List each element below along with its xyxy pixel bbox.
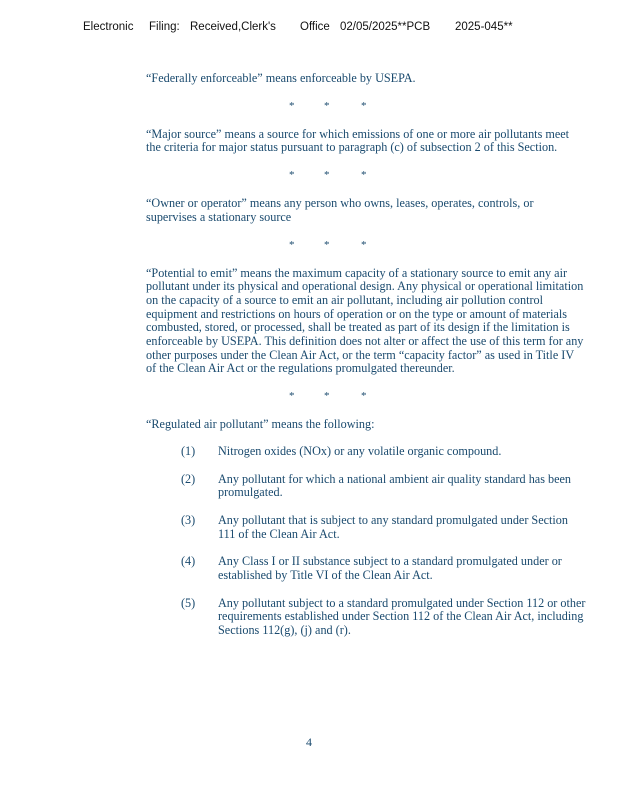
separator-star: *	[361, 169, 367, 182]
list-item	[146, 445, 586, 459]
header-electronic: Electronic	[83, 21, 134, 33]
list-item-number: (5)	[181, 595, 196, 610]
list-item-number: (2)	[181, 471, 196, 486]
separator-star: *	[361, 238, 367, 251]
separator-star: *	[361, 390, 367, 403]
section-separator	[146, 390, 586, 404]
definition-regulated-air-pollutant: “Regulated air pollutant” means the following:	[146, 417, 375, 432]
separator-star: *	[289, 390, 295, 403]
section-separator	[146, 169, 586, 183]
list-item-number: (4)	[181, 554, 196, 569]
list-item-text: Nitrogen oxides (NOx) or any volatile organic compound.	[218, 443, 502, 458]
header-date: 02/05/2025**PCB	[340, 21, 431, 33]
list-item	[146, 473, 586, 500]
list-item	[146, 514, 586, 541]
list-item-text: Any pollutant that is subject to any standard promulgated under Section 111 of the Clean Air Act.	[218, 512, 568, 541]
list-item-number: (3)	[181, 512, 196, 527]
section-separator	[146, 239, 586, 253]
separator-star: *	[324, 169, 330, 182]
list-item-text: Any Class I or II substance subject to a standard promulgated under or established by Title VI of the Clean Air Act.	[218, 554, 562, 583]
definition-owner-operator: “Owner or operator” means any person who owns, leases, operates, controls, or supervises a stationary source	[146, 196, 534, 224]
header-filing: Filing:	[149, 21, 180, 33]
definition-major-source: “Major source” means a source for which emissions of one or more air pollutants meet the criteria for major status pursuant to paragraph (c) of subsection 2 of this Section.	[146, 126, 570, 155]
separator-star: *	[289, 99, 295, 112]
separator-star: *	[361, 99, 367, 112]
definition-federally-enforceable: “Federally enforceable” means enforceable by USEPA.	[146, 71, 416, 85]
separator-star: *	[324, 238, 330, 251]
section-separator	[146, 100, 586, 114]
header-received: Received,Clerk's	[190, 21, 276, 33]
list-item-number: (1)	[181, 443, 196, 458]
definition-potential-to-emit: “Potential to emit” means the maximum capacity of a stationary source to emit any air pollutant under its physical and operational design. Any physical or operational limitation on the capacity of a source to emit an air pollutant, including air pollution control equipment and restrictions on hours of operation or on the type or amount of materials combusted, stored, or processed, shall be treated as part of its design if the limitation is enforceable by USEPA. This definition does not alter or affect the use of this term for any other purposes under the Clean Air Act, or the term “capacity factor” as used in Title IV of the Clean Air Act or the regulations promulgated thereunder.	[146, 265, 584, 376]
separator-star: *	[324, 99, 330, 112]
separator-star: *	[289, 169, 295, 182]
list-item	[146, 597, 586, 638]
list-item-text: Any pollutant subject to a standard promulgated under Section 112 or other requirements established under Section 112 of the Clean Air Act, including Sections 112(g), (j) and (r).	[218, 595, 586, 638]
header-case: 2025-045**	[455, 21, 513, 33]
separator-star: *	[289, 238, 295, 251]
header-office: Office	[300, 21, 330, 33]
document-body	[146, 72, 586, 652]
separator-star: *	[324, 390, 330, 403]
list-item-text: Any pollutant for which a national ambient air quality standard has been promulgated.	[218, 471, 571, 500]
list-item	[146, 555, 586, 582]
page-number: 4	[306, 735, 312, 749]
regulated-pollutant-list	[146, 445, 586, 638]
